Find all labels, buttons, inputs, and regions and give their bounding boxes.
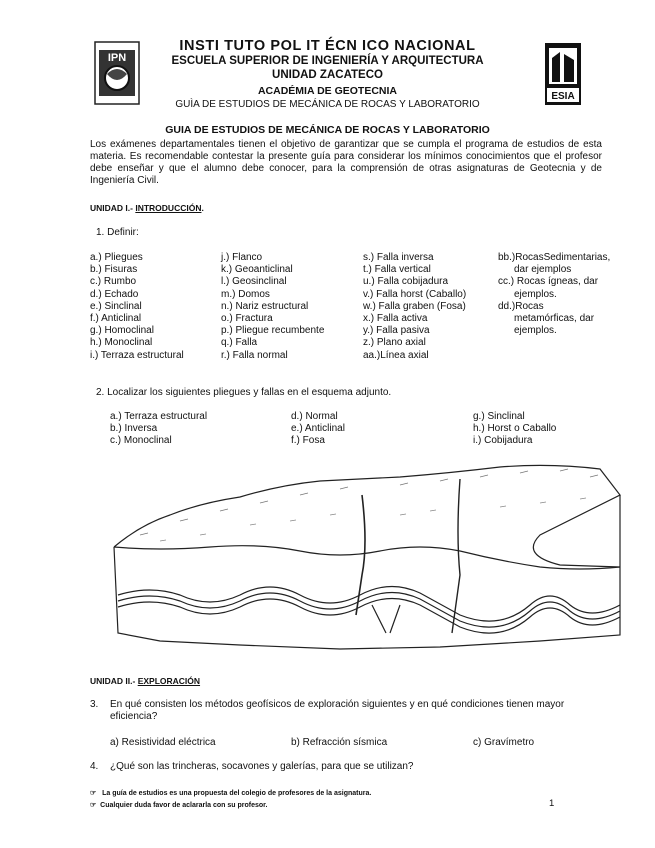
definition-item: b.) Fisuras: [90, 264, 138, 276]
question-3-text-2: eficiencia?: [110, 711, 158, 722]
locate-item: g.) Sinclinal: [473, 411, 525, 422]
option-gravimeter: c) Gravímetro: [473, 737, 535, 748]
academy-name: ACADÉMIA DE GEOTECNIA: [257, 85, 398, 97]
definition-item: s.) Falla inversa: [363, 252, 434, 263]
question-4-number: 4.: [90, 761, 99, 772]
school-name: ESCUELA SUPERIOR DE INGENIERÍA Y ARQUITECTURA: [171, 55, 484, 67]
locate-item: c.) Monoclinal: [110, 435, 172, 446]
definitions-col-1: [90, 252, 184, 362]
footnote-1-text: La guía de estudios es una propuesta del colegio de profesores de la asignatura.: [102, 790, 372, 797]
unit-1-prefix: UNIDAD I.-: [90, 203, 136, 213]
definition-item: l.) Geosinclinal: [221, 276, 287, 288]
locate-item: a.) Terraza estructural: [110, 411, 208, 422]
definition-item: metamórficas, dar: [514, 313, 595, 325]
strata-layer: [118, 592, 620, 627]
definition-item: z.) Plano axial: [363, 337, 426, 349]
question-3-number: 3.: [90, 699, 99, 710]
definition-item: m.) Domos: [221, 288, 270, 300]
guide-subtitle: GUÌA DE ESTUDIOS DE MECÁNICA DE ROCAS Y LABORATORIO: [175, 99, 480, 110]
definition-item: f.) Anticlinal: [90, 313, 142, 325]
footnote-1: [90, 789, 371, 797]
question-3-text-1: En qué consisten los métodos geofísicos de exploración siguientes y en qué condiciones tienen mayor: [110, 699, 565, 710]
locate-item: f.) Fosa: [291, 435, 325, 446]
locate-item: h.) Horst o Caballo: [473, 423, 557, 434]
question-1: 1. Definir:: [96, 227, 139, 238]
definition-item: e.) Sinclinal: [90, 300, 142, 312]
institution-name: INSTI TUTO POL IT ÉCN ICO NACIONAL: [179, 38, 476, 54]
definition-item: t.) Falla vertical: [363, 264, 431, 276]
unit-1-heading: [90, 203, 204, 213]
page-number: 1: [549, 798, 555, 809]
definition-item: q.) Falla: [221, 337, 258, 349]
definition-item: p.) Pliegue recumbente: [221, 325, 325, 337]
definition-item: n.) Nariz estructural: [221, 300, 309, 312]
definition-item: c.) Rumbo: [90, 276, 137, 288]
pointing-hand-icon: ☞: [90, 802, 97, 809]
option-seismic-refraction: b) Refracción sísmica: [291, 737, 388, 748]
definition-item: w.) Falla graben (Fosa): [363, 300, 466, 312]
geologic-block-diagram: [100, 455, 625, 655]
intro-paragraph: Los exámenes departamentales tienen el objetivo de garantizar que se cumpla el programa de estudios de esta materia. Es recomendable contestar la presente guía para considerar los mínimos conocimientos que el profesor debe enseñar y que el alumno debe conocer, para la comprensión de otras asignaturas de Geotecnia y de Ingeniería Civil.: [90, 139, 602, 186]
definitions-col-2: [221, 252, 324, 362]
definition-item: x.) Falla activa: [363, 313, 428, 325]
strata-layer: [118, 586, 620, 621]
unit-2-name: EXPLORACIÓN: [137, 676, 201, 686]
page-title: GUIA DE ESTUDIOS DE MECÁNICA DE ROCAS Y LABORATORIO: [165, 124, 490, 136]
block-top-surface: [114, 465, 620, 567]
definition-item: o.) Fractura: [221, 313, 273, 325]
definition-item: cc.) Rocas ígneas, dar: [498, 276, 599, 288]
option-resistivity: a) Resistividad eléctrica: [110, 737, 216, 748]
esia-logo-text: ESIA: [551, 91, 575, 102]
definition-item: i.) Terraza estructural: [90, 349, 184, 361]
definition-item: r.) Falla normal: [221, 349, 288, 361]
definition-item: dar ejemplos: [514, 264, 572, 276]
locate-col-3: [473, 411, 556, 447]
strata-layer: [118, 598, 620, 633]
definition-item: d.) Echado: [90, 288, 139, 300]
locate-item: i.) Cobijadura: [473, 435, 533, 446]
pointing-hand-icon: ☞: [90, 790, 97, 797]
locate-col-1: [110, 411, 207, 447]
definitions-col-3: [363, 252, 466, 362]
definitions-col-4: [498, 252, 610, 337]
definition-item: v.) Falla horst (Caballo): [363, 288, 467, 300]
locate-item: b.) Inversa: [110, 423, 158, 434]
definition-item: u.) Falla cobijadura: [363, 276, 449, 288]
footnote-2: [90, 801, 267, 809]
definition-item: h.) Monoclinal: [90, 337, 153, 349]
definition-item: bb.)RocasSedimentarias,: [498, 252, 611, 263]
fault-line: [372, 605, 400, 633]
definition-item: dd.)Rocas: [498, 300, 544, 312]
definition-item: ejemplos.: [514, 288, 557, 300]
unit-1-suffix: .: [201, 203, 204, 213]
ipn-logo-text: IPN: [107, 52, 127, 64]
fault-line: [452, 479, 460, 633]
locate-col-2: [291, 411, 345, 447]
definition-item: aa.)Línea axial: [363, 349, 429, 361]
definition-item: y.) Falla pasiva: [363, 325, 430, 337]
locate-item: e.) Anticlinal: [291, 423, 345, 434]
footnote-2-text: Cualquier duda favor de aclararla con su profesor.: [100, 802, 268, 809]
question-2: 2. Localizar los siguientes pliegues y fallas en el esquema adjunto.: [96, 387, 392, 398]
unit-2-prefix: UNIDAD II.-: [90, 676, 138, 686]
definition-item: ejemplos.: [514, 325, 557, 337]
unit-2-heading: [90, 676, 200, 686]
definition-item: k.) Geoanticlinal: [221, 264, 293, 276]
definition-item: j.) Flanco: [221, 252, 263, 263]
question-4-text: ¿Qué son las trincheras, socavones y galerías, para que se utilizan?: [110, 761, 414, 772]
unit-1-name: INTRODUCCIÓN: [135, 203, 202, 213]
definition-item: a.) Pliegues: [90, 252, 143, 263]
definition-item: g.) Homoclinal: [90, 325, 154, 337]
locate-item: d.) Normal: [291, 411, 338, 422]
unit-name: UNIDAD ZACATECO: [272, 69, 383, 81]
